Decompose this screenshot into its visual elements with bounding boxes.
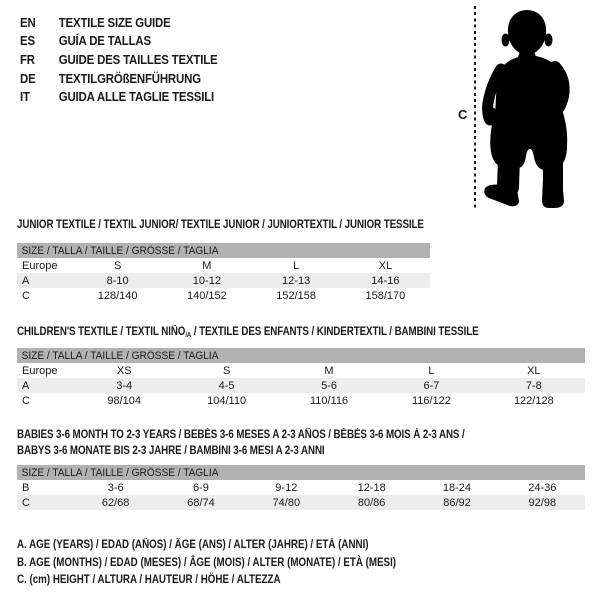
table-cell: 7-8 <box>525 379 542 392</box>
table-cell: 9-12 <box>275 481 298 494</box>
table-cell: 8-10 <box>106 274 129 287</box>
measure-line <box>474 6 476 208</box>
section-title-junior <box>17 217 424 233</box>
table-cell: XS <box>116 364 132 377</box>
table-cell: 18-24 <box>442 481 472 494</box>
row-label-cell: A <box>22 274 30 287</box>
table-cell: 128/140 <box>97 289 138 302</box>
language-code: EN <box>20 14 36 30</box>
section-title-line <box>17 217 424 233</box>
section-title-line <box>17 324 479 343</box>
language-code: IT <box>20 89 30 105</box>
language-row <box>20 50 217 69</box>
row-label-cell: A <box>22 379 30 392</box>
table-cell: 10-12 <box>192 274 221 287</box>
table-cell: 14-16 <box>371 274 400 287</box>
table-cell: L <box>428 364 435 377</box>
size-table-header-label: SIZE / TALLA / TAILLE / GRÖSSE / TAGLIA <box>21 349 219 362</box>
language-row <box>20 32 217 51</box>
table-cell: 110/116 <box>309 394 349 407</box>
section-title-children <box>17 324 479 343</box>
table-cell: 24-36 <box>528 481 557 494</box>
table-cell: 80/86 <box>357 496 386 509</box>
section-title-text: CHILDREN'S TEXTILE / TEXTIL NIÑO <box>17 326 186 338</box>
table-cell: 6-7 <box>423 379 440 392</box>
language-code: FR <box>20 51 35 67</box>
table-row <box>17 480 585 495</box>
language-label: GUIDE DES TAILLES TEXTILE <box>58 51 218 67</box>
table-cell: 86/92 <box>443 496 471 509</box>
language-list <box>20 13 217 106</box>
size-table-header-label: SIZE / TALLA / TAILLE / GRÖSSE / TAGLIA <box>21 244 219 257</box>
table-cell: S <box>113 259 122 272</box>
table-cell: 92/98 <box>528 496 557 509</box>
section-title-babies <box>17 427 465 459</box>
size-table-header <box>17 348 585 363</box>
table-cell: 74/80 <box>272 496 301 509</box>
table-row <box>17 258 430 273</box>
size-table-header <box>17 243 430 258</box>
section-title-text: / TEXTILE DES ENFANTS / KINDERTEXTIL / BAMBINI TESSILE <box>191 326 479 338</box>
footnote-line: C. (cm) HEIGHT / ALTURA / HAUTEUR / HÖHE / ALTEZZA <box>17 574 281 587</box>
table-cell: 104/110 <box>207 394 247 407</box>
row-label-cell: Europe <box>22 259 58 272</box>
table-cell: 62/68 <box>101 496 130 509</box>
table-row <box>17 288 430 303</box>
row-label-cell: C <box>22 394 30 407</box>
table-row <box>17 363 585 378</box>
table-cell: 158/170 <box>365 289 406 302</box>
language-row <box>20 69 217 88</box>
footnotes <box>17 537 396 590</box>
language-label: GUÍA DE TALLAS <box>58 33 151 49</box>
row-label-cell: Europe <box>22 364 58 377</box>
table-cell: XL <box>527 364 541 377</box>
row-label-cell: B <box>22 481 30 494</box>
babies-size-table <box>17 465 585 510</box>
table-cell: 68/74 <box>187 496 215 509</box>
row-label-cell: C <box>22 496 30 509</box>
section-title-line <box>17 427 465 443</box>
size-table-header-label: SIZE / TALLA / TAILLE / GRÖSSE / TAGLIA <box>21 466 219 479</box>
table-cell: 12-13 <box>282 274 311 287</box>
table-cell: 12-18 <box>357 481 386 494</box>
table-row <box>17 273 430 288</box>
language-label: GUIDA ALLE TAGLIE TESSILI <box>58 89 215 105</box>
table-cell: L <box>293 259 300 272</box>
table-cell: 122/128 <box>513 394 554 407</box>
footnote-line: B. AGE (MONTHS) / EDAD (MESES) / ÂGE (MOIS) / ALTER (MONATE) / ETÀ (MESI) <box>17 556 397 569</box>
table-cell: S <box>222 364 231 377</box>
table-row <box>17 378 585 393</box>
table-cell: M <box>324 364 334 377</box>
table-cell: 3-6 <box>107 481 124 494</box>
table-cell: XL <box>378 259 393 272</box>
table-cell: 4-5 <box>218 379 235 392</box>
language-row <box>20 13 217 32</box>
table-cell: 3-4 <box>116 379 133 392</box>
table-row <box>17 393 585 408</box>
measure-label-c: C <box>458 107 468 122</box>
table-cell: 98/104 <box>107 394 142 407</box>
baby-silhouette-icon <box>482 7 578 212</box>
table-cell: 152/158 <box>276 289 316 302</box>
section-title-text: JUNIOR TEXTILE / TEXTIL JUNIOR/ TEXTILE JUNIOR / JUNIORTEXTIL / JUNIOR TESSILE <box>17 219 424 231</box>
section-title-text: BABYS 3-6 MONATE BIS 2-3 JAHRE / BAMBINI 3-6 MESI A 2-3 ANNI <box>17 445 325 457</box>
language-code: DE <box>20 70 36 86</box>
language-code: ES <box>20 33 35 49</box>
junior-size-table <box>17 243 430 303</box>
row-label-cell: C <box>22 289 30 302</box>
size-table-header <box>17 465 585 480</box>
section-title-text: /A <box>185 330 192 339</box>
table-row <box>17 495 585 510</box>
children-size-table <box>17 348 585 408</box>
language-label: TEXTILGRÖßENFÜHRUNG <box>58 70 201 86</box>
language-label: TEXTILE SIZE GUIDE <box>58 14 171 30</box>
table-cell: 6-9 <box>193 481 209 494</box>
table-cell: 116/122 <box>411 394 451 407</box>
section-title-text: BABIES 3-6 MONTH TO 2-3 YEARS / BEBÉS 3-6 MESES A 2-3 AÑOS / BÉBÉS 3-6 MOIS À 2-3 ANS / <box>17 429 465 441</box>
section-title-line <box>17 443 465 459</box>
table-cell: 140/152 <box>186 289 227 302</box>
footnote-line: A. AGE (YEARS) / EDAD (AÑOS) / ÂGE (ANS) / ALTER (JAHRE) / ETÀ (ANNI) <box>17 539 369 551</box>
table-cell: 5-6 <box>321 379 337 392</box>
measurement-figure <box>456 5 596 215</box>
language-row <box>20 87 217 106</box>
table-cell: M <box>202 259 212 272</box>
